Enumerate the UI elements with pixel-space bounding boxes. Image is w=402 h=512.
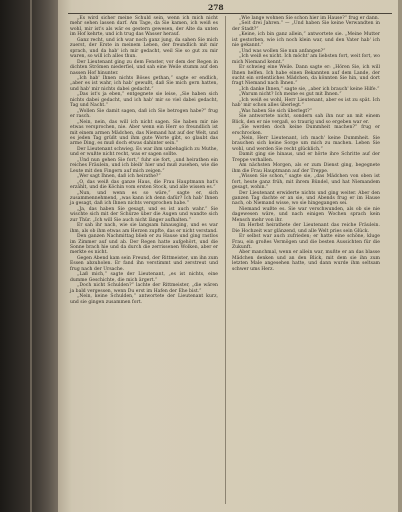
paragraph: Gegen Abend kam sein Freund, der Rittmeister, um ihn zum Essen abzuholen. Er fand ihn verstimmt und zerstreut und frug nach der Ursache. [70, 255, 218, 272]
page-edge [398, 0, 402, 512]
paragraph: „Ich weiß es nicht. Ich möcht' am liebsten fort, weit fort, wo mich Niemand kennt.“ [232, 54, 380, 65]
paragraph: „Und was wollen Sie nun anfangen?“ [239, 48, 326, 54]
paragraph: Der Lieutenant ging zu dem Fenster, vor dem der Regen in dichten Strömen niederfiel, und sah eine Weile stumm auf den nassen Hof hinunter. [70, 59, 218, 76]
paragraph: „Laß mich,“ sagte der Lieutenant, „es ist nichts, eine dumme Geschichte, die mich ärgert.“ [70, 272, 218, 283]
paragraph: Der Lieutenant schwieg. Es war ihm unbehaglich zu Muthe, und er wußte nicht recht, was er sagen sollte. [70, 146, 218, 158]
paragraph: Den ganzen Nachmittag blieb er zu Hause und ging rastlos im Zimmer auf und ab. Der Regen hatte aufgehört, und die Sonne brach hie und da durch die zerrissenen Wolken, aber er merkte es nicht. [70, 234, 218, 256]
paragraph: „Wer sagt Ihnen, daß ich heirathe?“ [77, 174, 161, 180]
paragraph: „Wie lange wohnen Sie schon hier im Hause?“ frug er dann. [239, 16, 380, 21]
binding-stripe [30, 0, 32, 512]
paragraph: „Sie werden doch keine Dummheit machen?“ frug er erschrocken. [232, 125, 380, 136]
paragraph: „Warum nicht? Ich meine es gut mit Ihnen.“ [239, 92, 342, 98]
paragraph: Der Lieutenant erwiderte nichts und ging weiter. Aber den ganzen Tag dachte er an sie, und Abends frug er im Hause nach, ob Niemand wisse, wo sie hingegangen sei. [232, 190, 380, 207]
paragraph: „Wollen Sie damit sagen, daß ich Sie betrogen habe?“ frug er rasch. [70, 108, 218, 120]
page-number: 278 [208, 3, 224, 12]
paragraph: „Es wird sicher meine Schuld sein, wenn ich mich nicht mehr sehen lassen darf. Am Tage, da Sie kamen, ich weiß es wohl, mir ist's als wär es gestern gewesen, der Alte da unten im Hof kehrte, und ich trug das Wasser herauf. [70, 16, 218, 38]
paragraph: Damit ging sie hinaus, und er hörte ihre Schritte auf der Treppe verhallen. [232, 152, 380, 163]
paragraph: „Ich weiß es wohl, Herr Lieutenant, aber es ist zu spät. Ich hab' mir schon alles überlegt.“ [232, 97, 380, 109]
paragraph: Aber manchmal, wenn er allein war, mußte er an das blasse Mädchen denken und an den Blick, mit dem sie ihn zum letzten Male angesehen hatte, und dann wurde ihm seltsam schwer ums Herz. [232, 250, 380, 272]
paragraph: „Nein, keine Schulden,“ antwortete der Lieutenant kurz, und sie gingen zusammen fort. [70, 294, 218, 305]
paragraph: „Ich hab' Ihnen nichts Böses gethan,“ sagte er endlich, „aber es ist wahr, ich hab' gewußt, daß Sie mich gern hatten, und hab' mir nichts dabei gedacht.“ [70, 75, 218, 92]
paragraph: „Und nun gehen Sie fort,“ fuhr sie fort, „und heirathen ein reiches Fräulein, und ich bleib' hier und muß zusehen, wie die Leute mit den Fingern auf mich zeigen.“ [70, 157, 218, 174]
paragraph: „Das ist's ja eben,“ entgegnete sie leise, „Sie haben sich nichts dabei gedacht, und ich hab' mir so viel dabei gedacht, Tag und Nacht.“ [70, 92, 218, 109]
header-rule [68, 13, 392, 14]
right-column [232, 16, 380, 272]
paragraph: Er sah ihr nach, wie sie langsam hinausging, und es war ihm, als ob ihm etwas am Herzen zupfte, das er nicht verstand. [70, 223, 218, 234]
left-column [70, 16, 218, 305]
paragraph: „Nun, und wenn es so wäre,“ sagte er, sich zusammennehmend, „was kann ich denn dafür? Ich hab' Ihnen ja gesagt, daß ich Ihnen nichts versprochen habe.“ [70, 190, 218, 207]
paragraph: „Wissen Sie schon,“ sagte sie, „das Mädchen von oben ist fort, heute ganz früh, mit ihrem Bündel, und hat Niemandem gesagt, wohin.“ [232, 174, 380, 191]
paragraph: Im Herbst heirathete der Lieutenant das reiche Fräulein. Die Hochzeit war glänzend, und alle Welt pries sein Glück. [232, 223, 380, 234]
paragraph: Ganz recht, und ich war noch ganz jung, da sahen Sie mich zuerst, der Erste in meinem Leben, der freundlich mit mir sprach, und da hab' ich mir gedacht, weil Sie so gut zu mir waren, so will ich alles thun. [70, 37, 218, 60]
book-binding [0, 0, 60, 512]
paragraph: „Ich danke Ihnen,“ sagte sie, „aber ich brauch' keine Hilfe.“ [239, 86, 380, 92]
paragraph: „Seit drei Jahren.“ — „Und haben Sie keine Verwandten in der Stadt?“ [232, 21, 380, 32]
paragraph: „Doch nicht Schulden?“ lachte der Rittmeister, „die wären ja bald vergessen, wenn Du erst im Hafen der Ehe bist.“ [70, 283, 218, 294]
paragraph: „Keine, ich bin ganz allein,“ antwortete sie. „Meine Mutter ist gestorben, wie ich noch klein war, und den Vater hab' ich nie gekannt.“ [232, 32, 380, 49]
paragraph: Am nächsten Morgen, als er zum Dienst ging, begegnete ihm die Frau Hauptmann auf der Treppe. [232, 163, 380, 174]
column-divider [225, 16, 226, 504]
paragraph: „Nein, Herr Lieutenant, ich mach' keine Dummheit. Sie brauchen sich keine Sorge um mich zu machen. Leben Sie wohl, und werden Sie recht glücklich.“ [232, 135, 380, 152]
paragraph: Niemand wußte es. Sie war verschwunden, als ob sie nie dagewesen wäre, und nach einigen Wochen sprach kein Mensch mehr von ihr. [232, 206, 380, 223]
paragraph: „Ja, das haben Sie gesagt, und es ist auch wahr.“ Sie wischte sich mit der Schürze über die Augen und wandte sich zur Thür. „Ich will Sie auch nicht länger aufhalten.“ [70, 206, 218, 223]
newspaper-page [58, 0, 402, 512]
paragraph: „Nein, nein, das will ich nicht sagen. Sie haben mir nie etwas versprochen, nie. Aber wenn ein Herr so freundlich ist mit einem armen Mädchen, das Niemand hat auf der Welt, und es jeden Tag grüßt und ihm gute Worte gibt, so glaubt das arme Ding, es muß doch etwas dahinter sein.“ [70, 119, 218, 147]
paragraph: Sie antwortete nicht, sondern sah ihn nur an mit einem Blick, den er nie vergaß, so traurig und so ergeben war er. [232, 114, 380, 125]
paragraph: „Was haben Sie sich überlegt?“ [239, 108, 313, 114]
paragraph: „O, das weiß das ganze Haus, die Frau Hauptmann hat's erzählt, und die Köchin vom ersten Stock, und alle wissen es.“ [70, 179, 218, 191]
paragraph: Er selbst war auch zufrieden; er hatte eine schöne, kluge Frau, ein großes Vermögen und die besten Aussichten für die Zukunft. [232, 234, 380, 251]
paragraph: Er schwieg eine Weile. Dann sagte er: „Hören Sie, ich will Ihnen helfen. Ich habe einen Bekannten auf dem Lande, der sucht ein ordentliches Mädchen, da könnten Sie hin, und dort fragt Niemand nach Ihnen.“ [232, 65, 380, 87]
